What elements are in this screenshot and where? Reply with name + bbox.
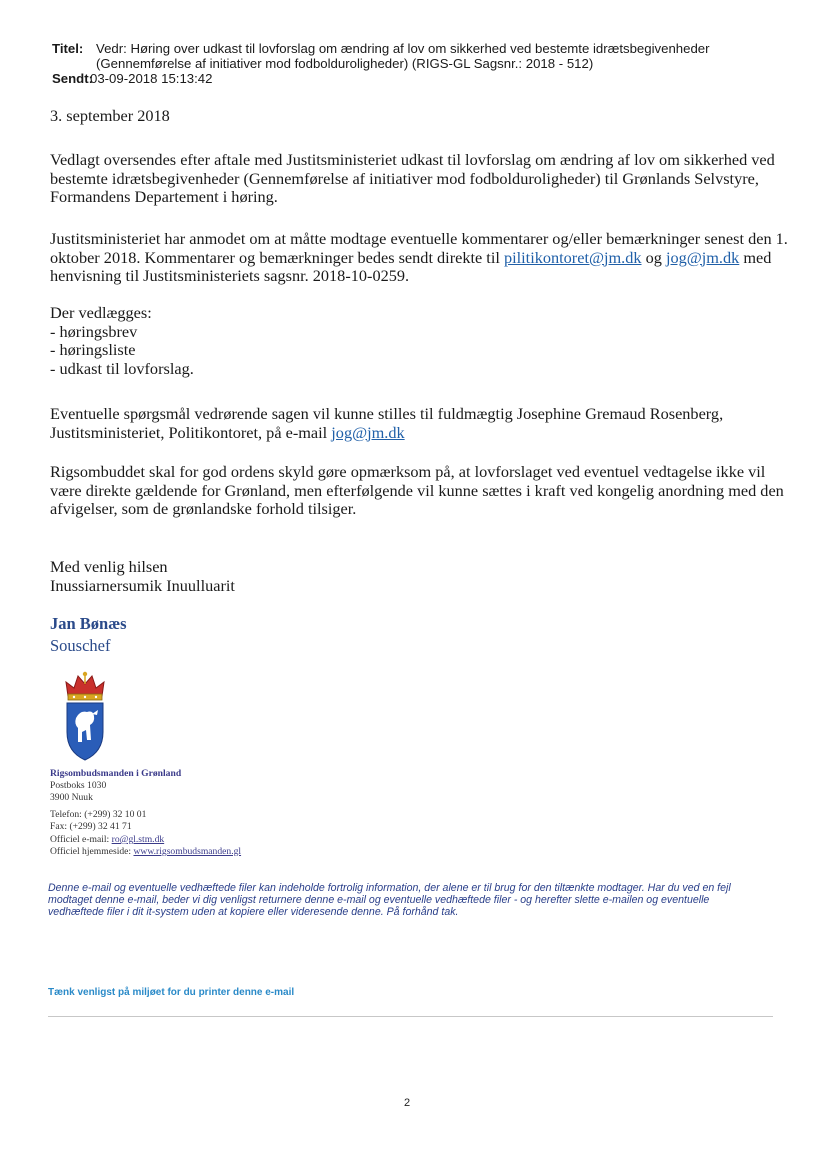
paragraph-4 [50,405,790,442]
email-label: Officiel e-mail: [50,834,112,845]
attachment-item: - høringsliste [50,340,136,359]
closing [50,558,790,595]
paragraph-2-text-c: med henvisning til Justitsministeriets sagsnr. 2018-10-0259. [50,247,772,285]
title-label: Titel: [52,41,84,56]
closing-danish: Med venlig hilsen [50,557,168,576]
email-link-jog[interactable]: jog@jm.dk [665,247,740,267]
title-line-2: (Gennemførelse af initiativer mod fodbolduroligheder) (RIGS-GL Sagsnr.: 2018 - 512) [96,56,594,71]
paragraph-4-text: Eventuelle spørgsmål vedrørende sagen vil kunne stilles til fuldmægtig Josephine Gremaud Rosenberg, Justitsministeriet, Politikontoret, på e-mail [50,404,724,442]
address-fax: Fax: (+299) 32 41 71 [50,821,132,832]
email-link-pilitikontoret[interactable]: pilitikontoret@jm.dk [503,247,642,267]
attachment-item: - udkast til lovforslag. [50,358,194,378]
sent-label: Sendt: [52,71,94,86]
greenland-crest-logo [60,670,110,762]
address-city: 3900 Nuuk [50,792,93,803]
letter-date: 3. september 2018 [50,106,170,125]
address-email-row [50,834,164,846]
address-phone: Telefon: (+299) 32 10 01 [50,809,147,820]
sent-row [52,71,792,86]
paragraph-1: Vedlagt oversendes efter aftale med Justitsministeriet udkast til lovforslag om ændring af lov om sikkerhed ved bestemte idrætsbegivenheder (Gennemførelse af initiativer mod fodbolduroligheder) til Grønlands Selvstyre, Formandens Departement i høring. [50,150,775,206]
org-name: Rigsombudsmanden i Grønland [50,768,182,779]
paragraph-2-text-b: og [641,247,666,267]
paragraph-5: Rigsombuddet skal for god ordens skyld gøre opmærksom på, at lovforslaget ved eventuel vedtagelse ikke vil være direkte gældende for Grønland, men efterfølgende vil kunne sættes i kraft ved kongelig anordning med den afvigelser, som de grønlandske forhold tilsiger. [50,462,784,518]
attachment-item: - høringsbrev [50,321,138,341]
address-web-row [50,846,241,858]
crown-icon [66,672,104,700]
page-number: 2 [404,1097,411,1109]
signature-name: Jan Bønæs [50,614,127,633]
title-line-1: Vedr: Høring over udkast til lovforslag om ændring af lov om sikkerhed ved bestemte idrætsbegivenheder [96,41,710,56]
divider-line [48,1016,773,1017]
eco-print-note: Tænk venligst på miljøet for du printer denne e-mail [48,987,295,998]
address-postbox: Postboks 1030 [50,780,107,791]
paragraph-2 [50,230,790,286]
official-website-link[interactable]: www.rigsombudsmanden.gl [133,846,242,857]
paragraph-2-text-a: Justitsministeriet har anmodet om at måtte modtage eventuelle kommentarer og/eller bemærkninger senest den 1. oktober 2018. Kommentarer og bemærkninger bedes sendt direkte til [50,229,788,267]
web-label: Officiel hjemmeside: [50,846,134,857]
official-email-link[interactable]: ro@gl.stm.dk [111,834,165,845]
email-header [52,41,792,86]
sent-value: 03-09-2018 15:13:42 [90,71,213,86]
attachments-list [50,304,790,378]
email-link-jog-2[interactable]: jog@jm.dk [331,422,405,442]
title-row [52,41,792,71]
title-value [96,41,792,71]
signature-title: Souschef [50,636,111,655]
closing-greenlandic: Inussiarnersumik Inuulluarit [50,575,235,595]
confidentiality-disclaimer: Denne e-mail og eventuelle vedhæftede filer kan indeholde fortrolig information, der alene er til brug for den tiltænkte modtager. Har du ved en fejl modtaget denne e-mail, beder vi dig venligst returnere denne e-mail og eventuelle vedhæftede filer - og herefter slette e-mailen og eventuelle vedhæftede filer i dit it-system uden at kopiere eller videresende denne. På forhånd tak. [48,882,731,918]
attachments-intro: Der vedlægges: [50,303,152,322]
